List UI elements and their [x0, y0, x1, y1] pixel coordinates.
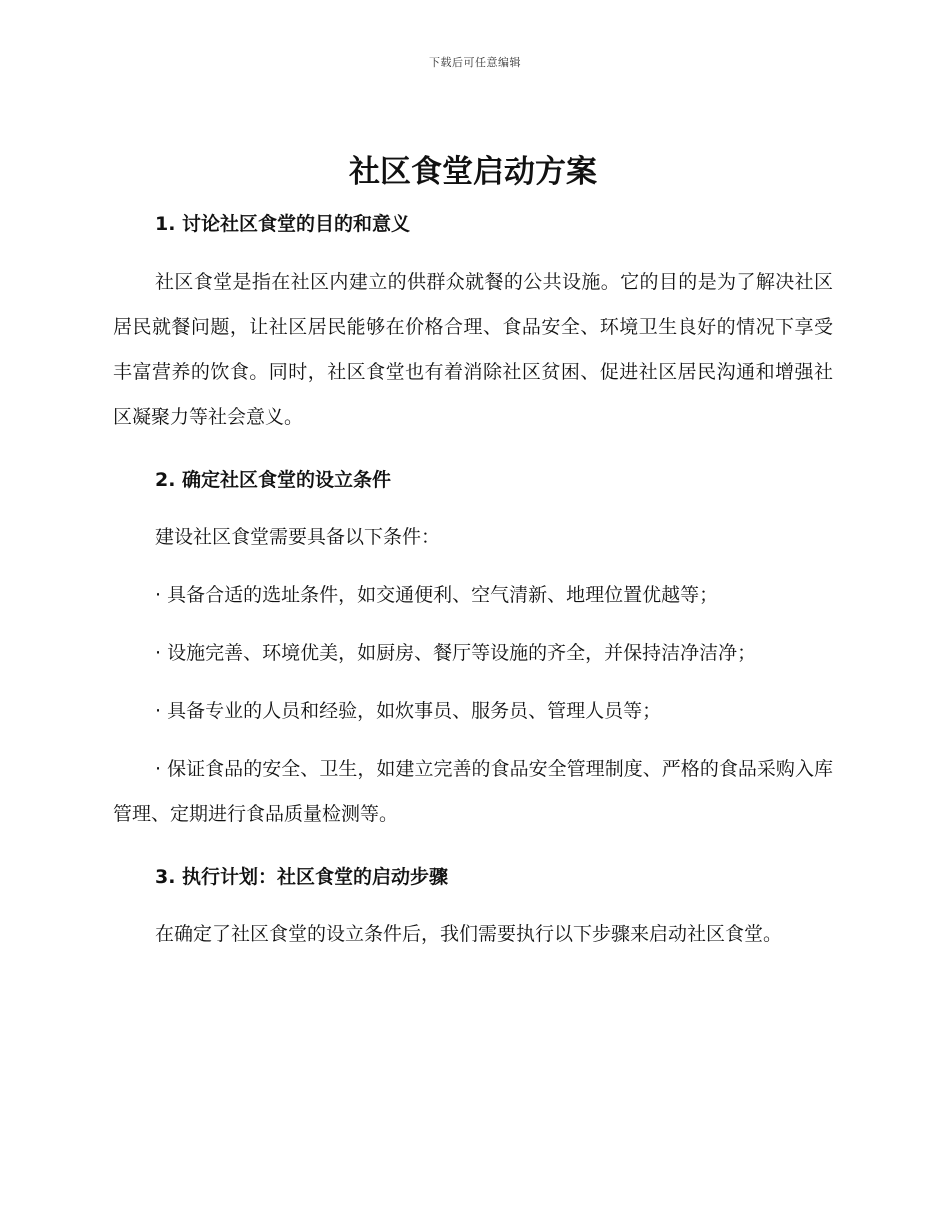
paragraph-conditions-intro: 建设社区食堂需要具备以下条件： [155, 526, 441, 548]
document-body [113, 150, 833, 957]
list-item-location: · 具备合适的选址条件，如交通便利、空气清新、地理位置优越等； [155, 584, 719, 606]
paragraph-purpose: 社区食堂是指在社区内建立的供群众就餐的公共设施。它的目的是为了解决社区居民就餐问题，让社区居民能够在价格合理、食品安全、环境卫生良好的情况下享受丰富营养的饮食。同时，社区食堂也有着消除社区贫困、促进社区居民沟通和增强社区凝聚力等社会意义。 [113, 271, 833, 428]
list-item-facilities: · 设施完善、环境优美，如厨房、餐厅等设施的齐全，并保持洁净洁净； [155, 642, 757, 664]
section-heading-execution: 3. 执行计划：社区食堂的启动步骤 [155, 866, 449, 888]
section-heading-conditions: 2. 确定社区食堂的设立条件 [155, 469, 392, 491]
list-item-food-safety: · 保证食品的安全、卫生，如建立完善的食品安全管理制度、严格的食品采购入库管理、定期进行食品质量检测等。 [113, 758, 833, 825]
page-header-note: 下载后可任意编辑 [429, 56, 521, 69]
section-heading-purpose: 1. 讨论社区食堂的目的和意义 [155, 213, 411, 235]
paragraph-execution: 在确定了社区食堂的设立条件后，我们需要执行以下步骤来启动社区食堂。 [155, 923, 783, 945]
list-item-staff: · 具备专业的人员和经验，如炊事员、服务员、管理人员等； [155, 700, 662, 722]
document-title: 社区食堂启动方案 [349, 154, 597, 190]
